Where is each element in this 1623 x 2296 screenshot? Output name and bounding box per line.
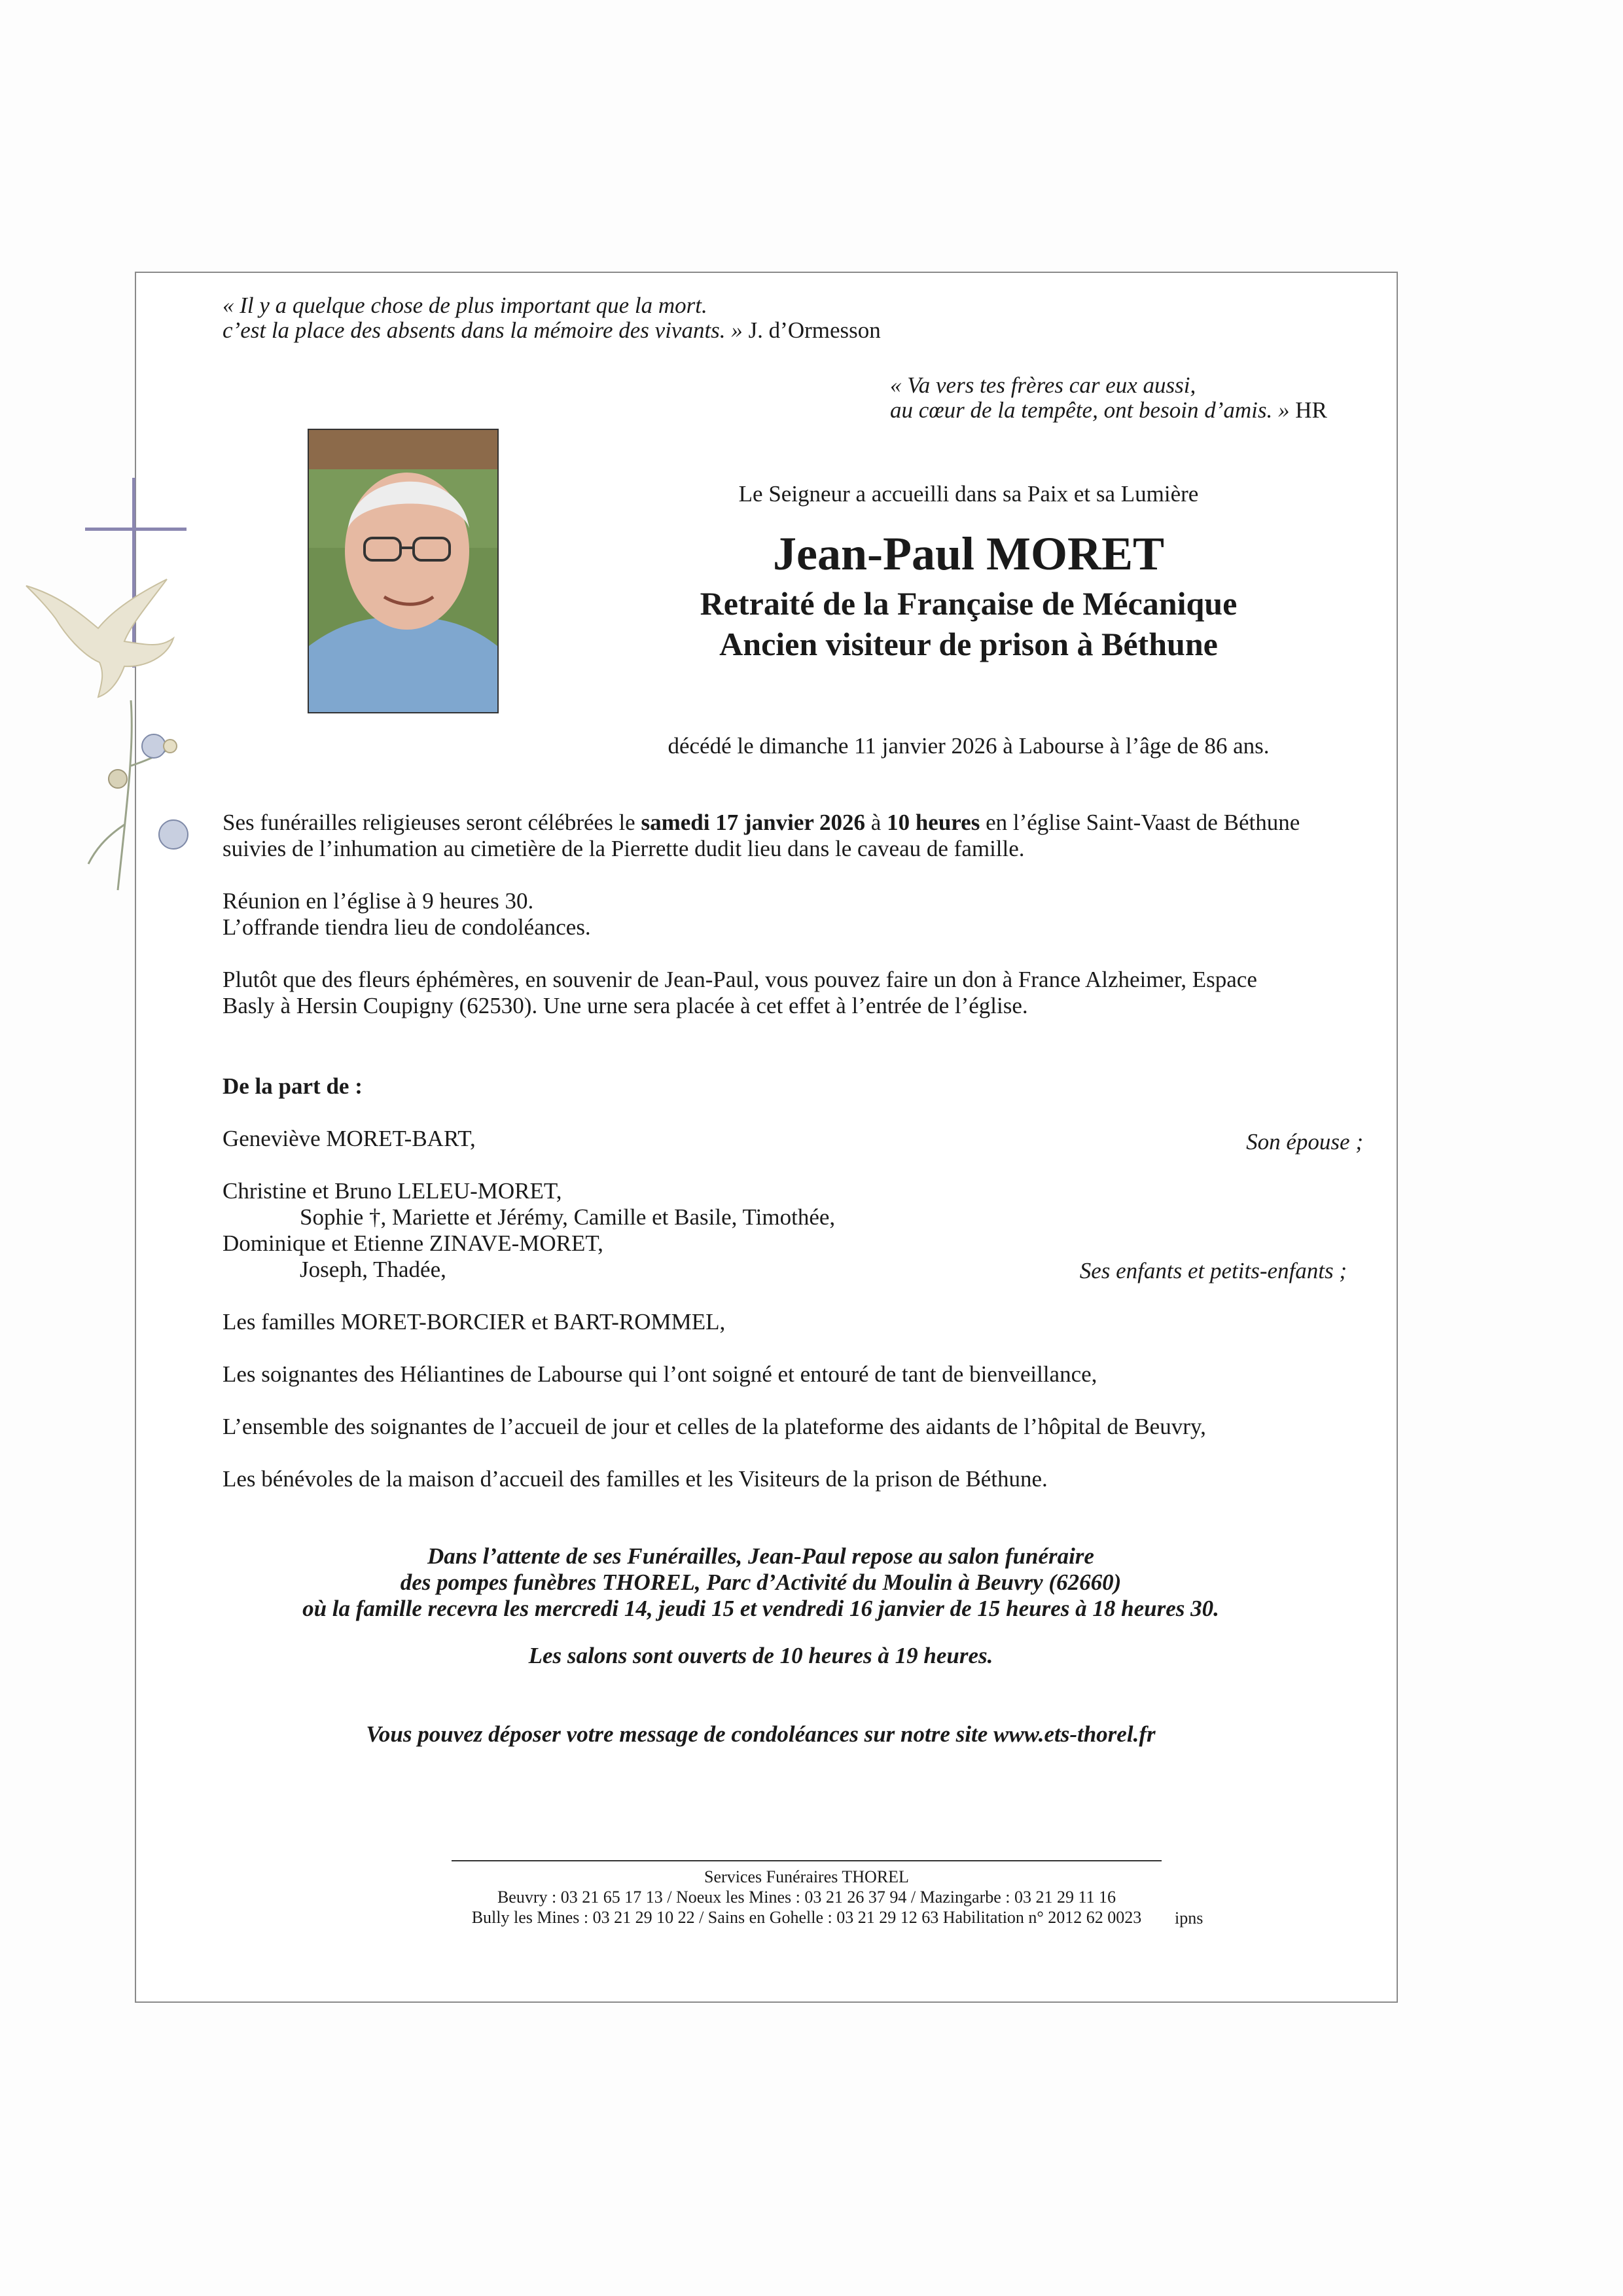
footer-phones-1: Beuvry : 03 21 65 17 13 / Noeux les Mines : 03 21 26 37 94 / Mazingarbe : 03 21 29 11 16	[497, 1888, 1116, 1907]
flower-icon	[88, 700, 173, 890]
funeral-text: Ses funérailles religieuses seront célébrées le	[223, 810, 641, 835]
quote-text: c’est la place des absents dans la mémoire des vivants. »	[223, 317, 743, 343]
carers-heliantines: Les soignantes des Héliantines de Labourse qui l’ont soigné et entouré de tant de bienveillance,	[223, 1361, 1097, 1387]
salon-line-3: où la famille recevra les mercredi 14, jeudi 15 et vendredi 16 janvier de 15 heures à 18 heures 30.	[302, 1596, 1219, 1621]
funeral-time: 10 heures	[887, 810, 980, 835]
grandchildren-1: Sophie †, Mariette et Jérémy, Camille et Basile, Timothée,	[300, 1204, 836, 1230]
extended-families: Les familles MORET-BORCIER et BART-ROMMEL,	[223, 1309, 726, 1335]
donation-line: Plutôt que des fleurs éphémères, en souvenir de Jean-Paul, vous pouvez faire un don à France Alzheimer, Espace	[223, 967, 1257, 992]
carers-beuvry: L’ensemble des soignantes de l’accueil de jour et celles de la plateforme des aidants de l’hôpital de Beuvry,	[223, 1414, 1206, 1439]
condolences-website: Vous pouvez déposer votre message de condoléances sur notre site www.ets-thorel.fr	[366, 1721, 1156, 1747]
quote-text: au cœur de la tempête, ont besoin d’amis. »	[890, 397, 1290, 423]
quote-line	[890, 398, 1327, 423]
footer-phones-2: Bully les Mines : 03 21 29 10 22 / Sains en Gohelle : 03 21 29 12 63 Habilitation n° 2012 62 0023	[471, 1908, 1142, 1927]
quote-author: HR	[1289, 397, 1327, 423]
quote-line	[223, 318, 881, 343]
meeting-paragraph	[223, 888, 591, 941]
subtitle-volunteer: Ancien visiteur de prison à Béthune	[719, 626, 1218, 662]
subtitle-profession: Retraité de la Française de Mécanique	[700, 585, 1238, 622]
funeral-text: en l’église Saint-Vaast de Béthune	[980, 810, 1300, 835]
child-family-1: Christine et Bruno LELEU-MORET,	[223, 1178, 562, 1204]
offering-line: L’offrande tiendra lieu de condoléances.	[223, 914, 591, 940]
meeting-line: Réunion en l’église à 9 heures 30.	[223, 888, 534, 914]
funeral-date: samedi 17 janvier 2026	[641, 810, 866, 835]
spouse-name: Geneviève MORET-BART,	[223, 1126, 476, 1151]
quote-hr	[890, 373, 1327, 423]
children-role: Ses enfants et petits-enfants ;	[1079, 1258, 1347, 1283]
footer-ipns-tag: ipns	[1175, 1909, 1204, 1928]
quote-ormesson	[223, 293, 881, 343]
quote-line: « Va vers tes frères car eux aussi,	[890, 372, 1196, 398]
footer-company: Services Funéraires THOREL	[704, 1867, 909, 1886]
funeral-text: à	[865, 810, 887, 835]
donation-paragraph	[223, 967, 1257, 1019]
funeral-line	[223, 810, 1300, 836]
quote-line: « Il y a quelque chose de plus important que la mort.	[223, 293, 707, 318]
footer-divider	[452, 1860, 1162, 1861]
intro-line: Le Seigneur a accueilli dans sa Paix et sa Lumière	[738, 481, 1199, 507]
volunteers: Les bénévoles de la maison d’accueil des familles et les Visiteurs de la prison de Béthune.	[223, 1466, 1048, 1492]
spouse-role: Son épouse ;	[1246, 1129, 1363, 1155]
funeral-paragraph	[223, 810, 1300, 862]
deceased-name: Jean-Paul MORET	[772, 528, 1164, 580]
salon-line-1: Dans l’attente de ses Funérailles, Jean-Paul repose au salon funéraire	[427, 1543, 1094, 1569]
death-notice-line: décédé le dimanche 11 janvier 2026 à Labourse à l’âge de 86 ans.	[668, 733, 1270, 759]
quote-author: J. d’Ormesson	[742, 317, 881, 343]
child-family-2: Dominique et Etienne ZINAVE-MORET,	[223, 1230, 603, 1256]
funeral-line: suivies de l’inhumation au cimetière de la Pierrette dudit lieu dans le caveau de famille.	[223, 836, 1025, 861]
salon-hours: Les salons sont ouverts de 10 heures à 19 heures.	[528, 1643, 993, 1668]
salon-line-2: des pompes funèbres THOREL, Parc d’Activité du Moulin à Beuvry (62660)	[400, 1570, 1122, 1595]
donation-line: Basly à Hersin Coupigny (62530). Une urne sera placée à cet effet à l’entrée de l’église.	[223, 993, 1028, 1018]
grandchildren-2: Joseph, Thadée,	[300, 1257, 446, 1282]
de-la-part-heading: De la part de :	[223, 1073, 363, 1099]
